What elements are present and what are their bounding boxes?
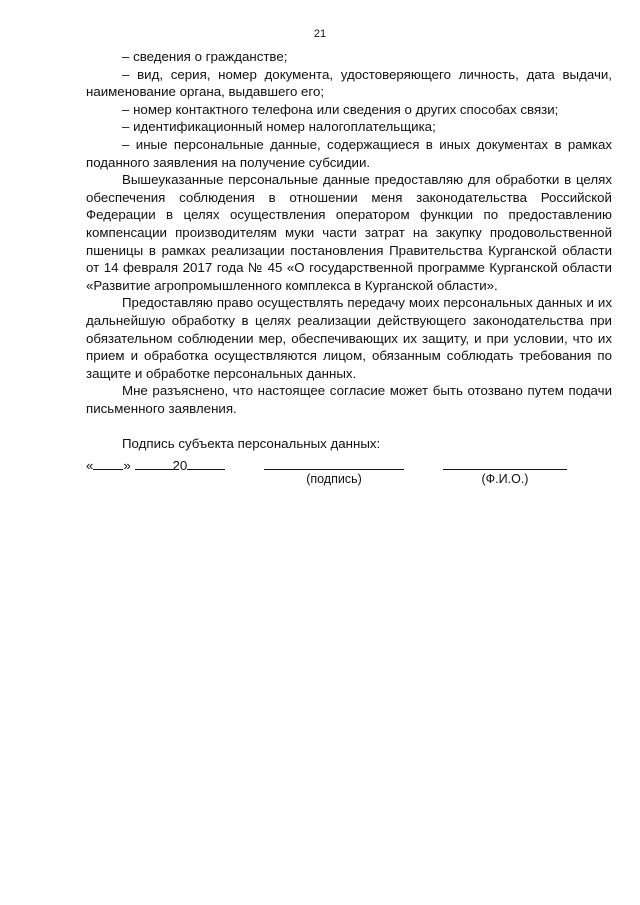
list-item-other-data: – иные персональные данные, содержащиеся в иных документах в рамках поданного заявления на получение субсидии. (86, 136, 612, 170)
paragraph-revocation: Мне разъяснено, что настоящее согласие может быть отозвано путем подачи письменного заявления. (86, 383, 612, 416)
signature-line (264, 469, 404, 470)
signature-block (86, 455, 612, 499)
year-prefix: 20 (172, 458, 188, 473)
open-quote: « (86, 458, 94, 473)
list-item-taxpayer-number: – идентификационный номер налогоплательщика; (122, 119, 436, 135)
year-blank (187, 455, 225, 470)
list-item-citizenship: – сведения о гражданстве; (122, 49, 288, 64)
list-item-identity-document: – вид, серия, номер документа, удостоверяющего личность, дата выдачи, наименование органа, выдавшего его; (86, 66, 612, 100)
close-quote: » (123, 458, 131, 473)
list-item-contact-phone: – номер контактного телефона или сведения о других способах связи; (122, 101, 559, 117)
page-number: 21 (313, 28, 327, 40)
name-line (443, 469, 567, 470)
signature-caption: (подпись) (306, 472, 362, 486)
name-caption: (Ф.И.О.) (481, 472, 529, 486)
month-blank (135, 455, 173, 470)
paragraph-transfer-right: Предоставляю право осуществлять передачу моих персональных данных и их дальнейшую обработку в целях реализации действующего законодательства при обязательном соблюдении мер, обеспечивающих их защиту, и при условии, что их прием и обработка осуществляются лицом, обязанным соблюдать требования по защите и обработке персональных данных. (86, 295, 612, 381)
paragraph-purpose: Вышеуказанные персональные данные предоставляю для обработки в целях обеспечения соблюдения в отношении меня законодательства Российской Федерации в целях осуществления оператором функции по предоставлению компенсации производителям муки части затрат на закупку продовольственной пшеницы в рамках реализации постановления Правительства Курганской области от 14 февраля 2017 года № 45 «О государственной программе Курганской области «Развитие агропромышленного комплекса в Курганской области». (86, 172, 612, 293)
document-body (86, 48, 612, 453)
day-blank (93, 455, 123, 470)
date-field (86, 455, 225, 473)
signature-title: Подпись субъекта персональных данных: (122, 436, 381, 452)
